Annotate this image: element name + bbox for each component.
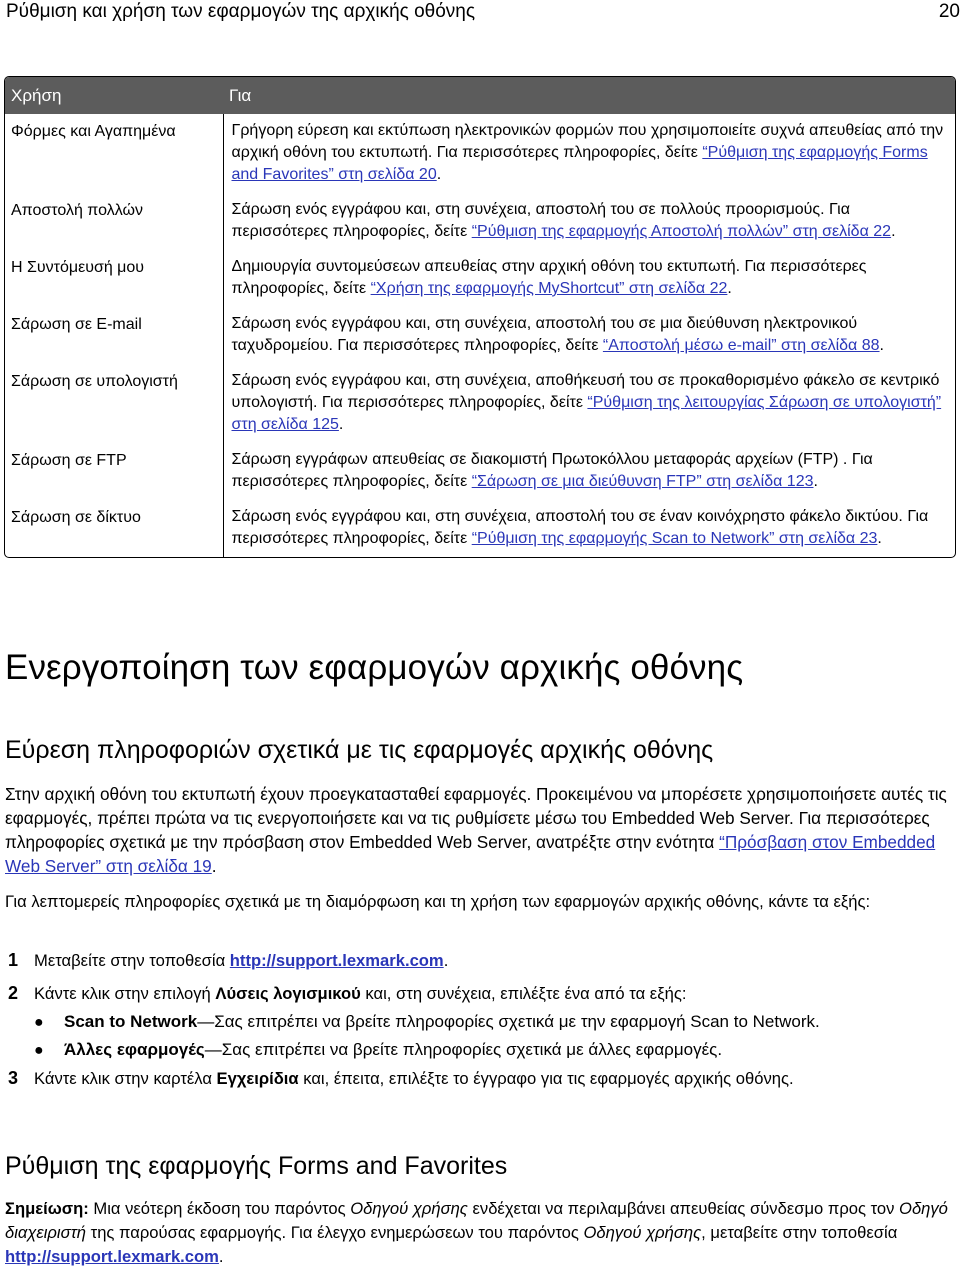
- table-cell-use: Φόρμες και Αγαπημένα: [5, 114, 223, 193]
- step-item: [8, 950, 958, 971]
- note-support-link[interactable]: http://support.lexmark.com: [5, 1247, 219, 1266]
- table-row: [5, 500, 955, 557]
- step-number: 1: [8, 950, 19, 970]
- cell-text-end: .: [813, 473, 818, 490]
- table-header-purpose: Για: [223, 77, 955, 114]
- step-text-post: και, στη συνέχεια, επιλέξτε ένα από τα εξής:: [360, 984, 687, 1003]
- ews-cross-ref-link[interactable]: “Πρόσβαση στον Embedded Web Server” στη σελίδα 19: [5, 832, 936, 876]
- step-item: [8, 1068, 958, 1089]
- step-text-post: και, έπειτα, επιλέξτε το έγγραφο για τις εφαρμογές αρχικής οθόνης.: [298, 1069, 794, 1088]
- table-header-row: [5, 77, 955, 114]
- subsection-heading-forms: Ρύθμιση της εφαρμογής Forms and Favorites: [5, 1152, 508, 1180]
- table-cell-purpose: [223, 364, 955, 443]
- cross-ref-link[interactable]: “Ρύθμιση της εφαρμογής Forms and Favorites” στη σελίδα 20: [231, 144, 928, 183]
- running-header-title: Ρύθμιση και χρήση των εφαρμογών της αρχικής οθόνης: [6, 1, 476, 22]
- cell-text: Σάρωση εγγράφων απευθείας σε διακομιστή Πρωτοκόλλου μεταφοράς αρχείων (FTP) . Για περισσότερες πληροφορίες, δείτε: [231, 451, 873, 490]
- table-row: [5, 114, 955, 193]
- table-cell-purpose: [223, 307, 955, 364]
- paragraph-text-end: .: [211, 856, 217, 876]
- bullet-text: [64, 1012, 820, 1032]
- table-cell-use: Σάρωση σε υπολογιστή: [5, 364, 223, 443]
- table-cell-purpose: [223, 114, 955, 193]
- table-cell-use: Σάρωση σε FTP: [5, 443, 223, 500]
- details-paragraph: Για λεπτομερείς πληροφορίες σχετικά με τη διαμόρφωση και τη χρήση των εφαρμογών αρχικής οθόνης, κάντε τα εξής:: [5, 892, 871, 911]
- table-row: [5, 193, 955, 250]
- bullet-text: [64, 1040, 722, 1060]
- apps-table: [4, 76, 956, 558]
- step-text-post: .: [443, 951, 449, 970]
- bullet-description: —Σας επιτρέπει να βρείτε πληροφορίες σχετικά με την εφαρμογή Scan to Network.: [197, 1012, 820, 1031]
- step-text: [34, 951, 448, 971]
- table-cell-use: Σάρωση σε E-mail: [5, 307, 223, 364]
- step-number: 3: [8, 1068, 19, 1088]
- step-number: 2: [8, 983, 19, 1003]
- note-italic: Οδηγού χρήσης: [583, 1223, 702, 1242]
- support-link[interactable]: http://support.lexmark.com: [229, 951, 444, 970]
- table-cell-use: Η Συντόμευσή μου: [5, 250, 223, 307]
- section-heading: Ενεργοποίηση των εφαρμογών αρχικής οθόνης: [5, 648, 744, 687]
- note-text: ενδέχεται να περιλαμβάνει απευθείας σύνδεσμο προς τον: [467, 1199, 900, 1218]
- cell-text-end: .: [727, 280, 732, 297]
- table-cell-purpose: [223, 500, 955, 557]
- step-ui-label: Λύσεις λογισμικού: [215, 984, 361, 1003]
- step-ui-label: Εγχειρίδια: [216, 1069, 299, 1088]
- note-text: της παρούσας εφαρμογής. Για έλεγχο ενημερώσεων του παρόντος: [86, 1223, 584, 1242]
- cell-text: Σάρωση ενός εγγράφου και, στη συνέχεια, αποστολή του σε πολλούς προορισμούς. Για περισσότερες πληροφορίες, δείτε: [231, 201, 850, 240]
- step-text-pre: Κάντε κλικ στην επιλογή: [34, 984, 216, 1003]
- bullet-item: [34, 1040, 958, 1060]
- bullet-description: —Σας επιτρέπει να βρείτε πληροφορίες σχετικά με άλλες εφαρμογές.: [204, 1040, 723, 1059]
- note-text: .: [218, 1247, 224, 1266]
- bullet-icon: ●: [34, 1014, 44, 1031]
- table-cell-use: Σάρωση σε δίκτυο: [5, 500, 223, 557]
- table-row: [5, 250, 955, 307]
- subsection-heading-info: Εύρεση πληροφοριών σχετικά με τις εφαρμογές αρχικής οθόνης: [5, 736, 714, 764]
- cell-text-end: .: [338, 416, 344, 433]
- bullet-label: Scan to Network: [64, 1012, 198, 1031]
- page-number: 20: [938, 1, 960, 22]
- intro-paragraph: [5, 782, 957, 878]
- paragraph-text: Στην αρχική οθόνη του εκτυπωτή έχουν προεγκατασταθεί εφαρμογές. Προκειμένου να μπορέσετε χρησιμοποιήσετε αυτές τις εφαρμογές, πρέπει πρώτα να τις ενεργοποιήσετε και να τις ρυθμίσετε μέσω του Embedded Web Server. Για περισσότερες πληροφορίες σχετικά με την πρόσβαση στον Embedded Web Server, ανατρέξτε στην ενότητα: [5, 784, 947, 852]
- cell-text-end: .: [891, 223, 896, 240]
- cross-ref-link[interactable]: “Αποστολή μέσω e-mail” στη σελίδα 88: [602, 337, 880, 354]
- table-row: [5, 443, 955, 500]
- cell-text: Σάρωση ενός εγγράφου και, στη συνέχεια, αποστολή του σε μια διεύθυνση ηλεκτρονικού ταχυδρομείου. Για περισσότερες πληροφορίες, δείτε: [231, 315, 858, 354]
- cross-ref-link[interactable]: “Ρύθμιση της λειτουργίας Σάρωση σε υπολογιστή” στη σελίδα 125: [231, 394, 942, 433]
- step-text-pre: Μεταβείτε στην τοποθεσία: [34, 951, 230, 970]
- cross-ref-link[interactable]: “Ρύθμιση της εφαρμογής Αποστολή πολλών” στη σελίδα 22: [471, 223, 892, 240]
- note-italic: Οδηγού χρήσης: [350, 1199, 468, 1218]
- cross-ref-link[interactable]: “Σάρωση σε μια διεύθυνση FTP” στη σελίδα 123: [471, 473, 814, 490]
- table-cell-purpose: [223, 250, 955, 307]
- bullet-label: Άλλες εφαρμογές: [64, 1040, 205, 1059]
- note-text: Μια νεότερη έκδοση του παρόντος: [88, 1199, 351, 1218]
- cell-text: Σάρωση ενός εγγράφου και, στη συνέχεια, αποθήκευσή του σε προκαθορισμένο φάκελο σε κεντρικό υπολογιστή. Για περισσότερες πληροφορίες, δείτε: [231, 372, 940, 411]
- bullet-item: [34, 1012, 958, 1032]
- steps-list: [8, 950, 958, 1101]
- note-label: Σημείωση:: [5, 1199, 89, 1218]
- step-text-pre: Κάντε κλικ στην καρτέλα: [34, 1069, 217, 1088]
- table-row: [5, 364, 955, 443]
- cross-ref-link[interactable]: “Χρήση της εφαρμογής MyShortcut” στη σελίδα 22: [370, 280, 728, 297]
- table-cell-purpose: [223, 193, 955, 250]
- table-row: [5, 307, 955, 364]
- bullet-list: [34, 1012, 958, 1060]
- step-item: [8, 983, 958, 1004]
- cell-text-end: .: [436, 166, 442, 183]
- cell-text: Δημιουργία συντομεύσεων απευθείας στην αρχική οθόνη του εκτυπωτή. Για περισσότερες πληροφορίες, δείτε: [231, 258, 867, 297]
- table-cell-purpose: [223, 443, 955, 500]
- step-text: [34, 1069, 794, 1089]
- cell-text: Γρήγορη εύρεση και εκτύπωση ηλεκτρονικών φορμών που χρησιμοποιείτε συχνά απευθείας από την αρχική οθόνη του εκτυπωτή. Για περισσότερες πληροφορίες, δείτε: [231, 122, 944, 161]
- step-text: [34, 984, 686, 1004]
- cell-text: Σάρωση ενός εγγράφου και, στη συνέχεια, αποστολή του σε έναν κοινόχρηστο φάκελο δικτύου. Για περισσότερες πληροφορίες, δείτε: [231, 508, 929, 547]
- note-italic: Οδηγό διαχειριστή: [5, 1199, 948, 1242]
- table-header-use: Χρήση: [5, 77, 223, 114]
- note-text: , μεταβείτε στην τοποθεσία: [701, 1223, 898, 1242]
- table-cell-use: Αποστολή πολλών: [5, 193, 223, 250]
- cross-ref-link[interactable]: “Ρύθμιση της εφαρμογής Scan to Network” στη σελίδα 23: [471, 530, 878, 547]
- note-paragraph: [5, 1197, 957, 1269]
- running-header: [6, 0, 960, 24]
- cell-text-end: .: [879, 337, 884, 354]
- cell-text-end: .: [877, 530, 882, 547]
- bullet-icon: ●: [34, 1042, 44, 1059]
